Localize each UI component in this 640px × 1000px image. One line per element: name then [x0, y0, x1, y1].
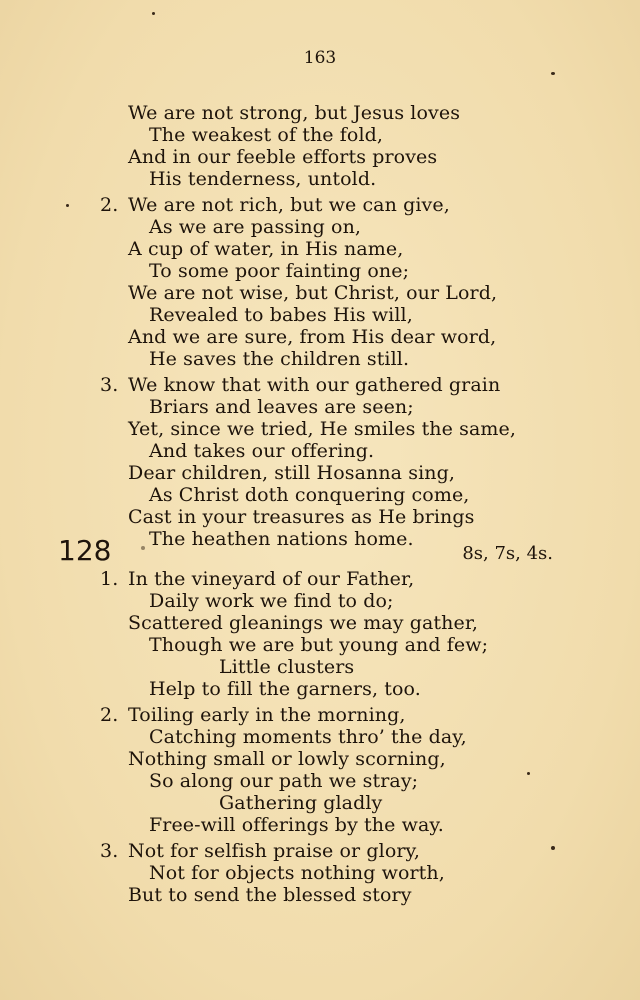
verse-line: Yet, since we tried, He smiles the same, — [128, 418, 517, 440]
verse-line: We know that with our gathered grain — [128, 374, 501, 396]
verse-line: Help to fill the garners, too. — [149, 678, 421, 700]
page-number: 163 — [303, 48, 337, 68]
paper-speck — [551, 72, 555, 75]
paper-speck — [551, 846, 555, 850]
paper-speck — [527, 772, 530, 775]
verse-line: Though we are but young and few; — [149, 634, 489, 656]
verse-line: But to send the blessed story — [128, 884, 412, 906]
verse-line: Dear children, still Hosanna sing, — [128, 462, 456, 484]
verse-line: Briars and leaves are seen; — [149, 396, 414, 418]
stanza-number: 3. — [100, 840, 119, 862]
verse-line: Scattered gleanings we may gather, — [128, 612, 479, 634]
verse-line: Not for selfish praise or glory, — [128, 840, 420, 862]
verse-line: And we are sure, from His dear word, — [128, 326, 497, 348]
verse-line: He saves the children still. — [149, 348, 410, 370]
verse-line: Catching moments thro’ the day, — [149, 726, 467, 748]
stanza-number: 3. — [100, 374, 119, 396]
verse-line: Gathering gladly — [219, 792, 383, 814]
verse-line: As we are passing on, — [149, 216, 362, 238]
verse-line: As Christ doth conquering come, — [149, 484, 470, 506]
verse-line: Revealed to babes His will, — [149, 304, 413, 326]
verse-line: Toiling early in the morning, — [128, 704, 406, 726]
stanza-number: 2. — [100, 194, 119, 216]
verse-line: A cup of water, in His name, — [128, 238, 404, 260]
verse-line: His tenderness, untold. — [149, 168, 377, 190]
verse-line: And takes our offering. — [149, 440, 375, 462]
stanza-number: 1. — [100, 568, 119, 590]
verse-line: And in our feeble efforts proves — [128, 146, 438, 168]
verse-line: We are not wise, but Christ, our Lord, — [128, 282, 498, 304]
paper-speck — [152, 12, 155, 15]
verse-line: The weakest of the fold, — [149, 124, 384, 146]
paper-speck — [141, 546, 145, 550]
verse-line: Free-will offerings by the way. — [149, 814, 444, 836]
hymn-number: 128 — [58, 534, 112, 567]
verse-line: In the vineyard of our Father, — [128, 568, 415, 590]
paper-speck — [66, 204, 69, 207]
verse-line: The heathen nations home. — [149, 528, 414, 550]
verse-line: Cast in your treasures as He brings — [128, 506, 475, 528]
verse-line: Nothing small or lowly scorning, — [128, 748, 446, 770]
verse-line: So along our path we stray; — [149, 770, 419, 792]
verse-line: Not for objects nothing worth, — [149, 862, 445, 884]
verse-line: We are not rich, but we can give, — [128, 194, 450, 216]
verse-line: Daily work we find to do; — [149, 590, 394, 612]
verse-line: We are not strong, but Jesus loves — [128, 102, 461, 124]
hymn-meter: 8s, 7s, 4s. — [462, 543, 553, 564]
stanza-number: 2. — [100, 704, 119, 726]
verse-line: Little clusters — [219, 656, 355, 678]
verse-line: To some poor fainting one; — [149, 260, 410, 282]
